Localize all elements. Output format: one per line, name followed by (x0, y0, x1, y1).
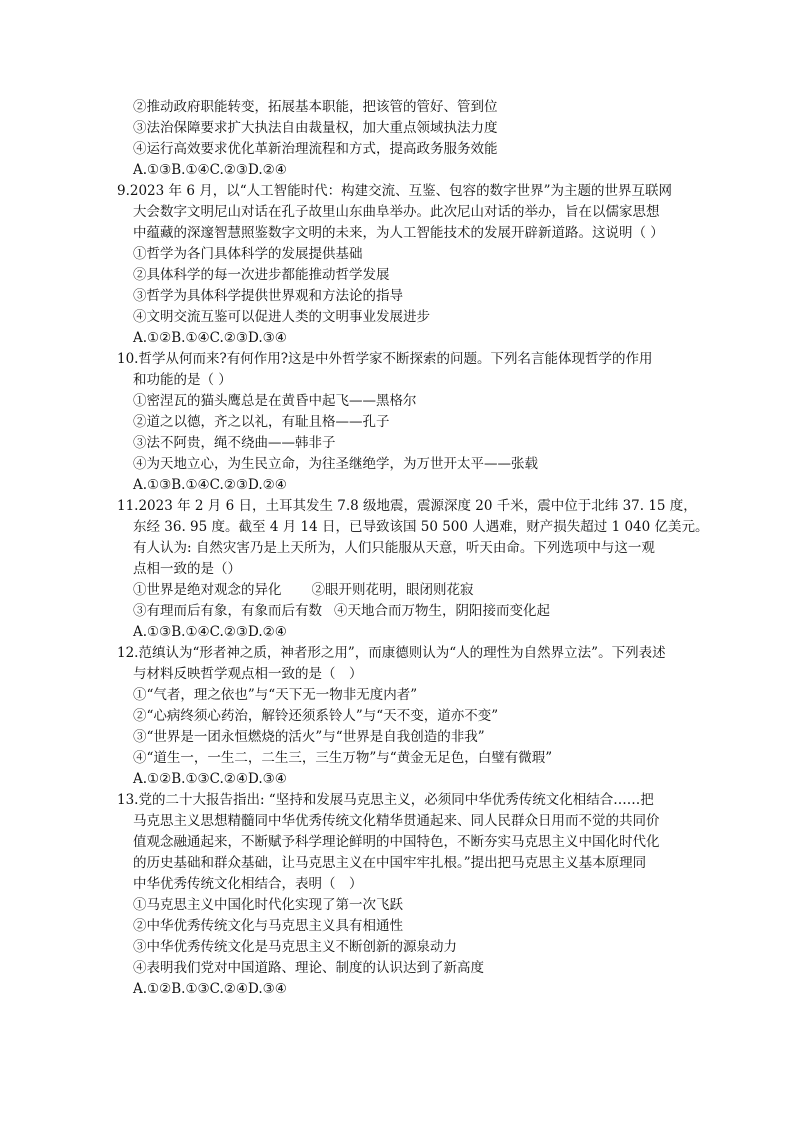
q11-answer-choices: A.①③B.①④C.②③D.②④ (133, 624, 287, 640)
q13-stem-line-4: 的历史基础和群众基础，让马克思主义在中国牢牢扎根。”提出把马克思主义基本原理同 (133, 855, 647, 871)
q10-option-4: ④为天地立心，为生民立命，为往圣继绝学，为万世开太平——张载 (133, 456, 538, 472)
q11-stem-line-2: 东经 36. 95 度。截至 4 月 14 日，已导致该国 50 500 人遇难，财产损失超过 1 040 亿美元。 (133, 519, 709, 535)
q13-option-3: ③中华优秀传统文化是马克思主义不断创新的源泉动力 (133, 939, 457, 955)
q12-option-3: ③“世界是一团永恒燃烧的活火”与“世界是自我创造的非我” (133, 729, 485, 745)
q12-stem-line-1: 12.范缜认为“形者神之质，神者形之用”，而康德则认为“人的理性为自然界立法”。下列表述 (117, 645, 666, 661)
q13-stem-line-2: 马克思主义思想精髓同中华优秀传统文化精华贯通起来、同人民群众日用而不觉的共同价 (133, 813, 660, 829)
q10-stem-line-1: 10.哲学从何而来?有何作用?这是中外哲学家不断探索的问题。下列名言能体现哲学的作用 (117, 351, 653, 367)
q11-options-row-1 (133, 580, 693, 600)
q13-option-2: ②中华优秀传统文化与马克思主义具有相通性 (133, 918, 403, 934)
q13-option-4: ④表明我们党对中国道路、理论、制度的认识达到了新高度 (133, 960, 484, 976)
q9-stem-line-3: 中蕴藏的深邃智慧照鉴数字文明的未来，为人工智能技术的发展开辟新道路。这说明（ ） (133, 225, 664, 241)
q12-option-4: ④“道生一，一生二，二生三，三生万物”与“黄金无足色，白璧有微瑕” (133, 750, 553, 766)
q11-option-1: ①世界是绝对观念的异化 (133, 582, 282, 598)
q10-answer-choices: A.①③B.①④C.②③D.②④ (133, 477, 287, 493)
q10-option-1: ①密涅瓦的猫头鹰总是在黄昏中起飞——黑格尔 (133, 393, 417, 409)
q9-option-3: ③哲学为具体科学提供世界观和方法论的指导 (133, 288, 403, 304)
q11-option-2: ②眼开则花明，眼闭则花寂 (311, 582, 474, 598)
q10-option-2: ②道之以德，齐之以礼，有耻且格——孔子 (133, 414, 390, 430)
q11-stem-line-3: 有人认为: 自然灾害乃是上天所为，人们只能服从天意，听天由命。下列选项中与这一观 (133, 540, 655, 556)
q13-stem-line-3: 值观念融通起来，不断赋予科学理论鲜明的中国特色，不断夯实马克思主义中国化时代化 (133, 834, 660, 850)
q13-stem-line-5: 中华优秀传统文化相结合，表明（ ） (133, 876, 363, 892)
q12-option-2: ②“心病终须心药治，解铃还须系铃人”与“天不变，道亦不变” (133, 708, 499, 724)
q10-option-3: ③法不阿贵，绳不绕曲——韩非子 (133, 435, 336, 451)
q10-stem-line-2: 和功能的是（ ） (133, 372, 232, 388)
q8-option-3: ③法治保障要求扩大执法自由裁量权，加大重点领域执法力度 (133, 120, 498, 136)
q8-option-2: ②推动政府职能转变，拓展基本职能，把该管的管好、管到位 (133, 99, 498, 115)
q9-option-4: ④文明交流互鉴可以促进人类的文明事业发展进步 (133, 309, 430, 325)
q9-answer-choices: A.①②B.①④C.②③D.③④ (133, 330, 287, 346)
q13-answer-choices: A.①②B.①③C.②④D.③④ (133, 981, 287, 997)
q11-option-3: ③有理而后有象，有象而后有数 (133, 603, 322, 619)
q13-stem-line-1: 13.党的二十大报告指出: “坚持和发展马克思主义，必须同中华优秀传统文化相结合……把 (117, 792, 654, 808)
q8-option-4: ④运行高效要求优化革新治理流程和方式，提高政务服务效能 (133, 141, 498, 157)
q13-option-1: ①马克思主义中国化时代化实现了第一次飞跃 (133, 897, 403, 913)
q9-stem-line-1: 9.2023 年 6 月，以“人工智能时代：构建交流、互鉴、包容的数字世界”为主题的世界互联网 (117, 183, 673, 199)
q12-option-1: ①“气者，理之依也”与“天下无一物非无度内者” (133, 687, 418, 703)
q8-answer-choices: A.①③B.①④C.②③D.②④ (133, 162, 287, 178)
q12-answer-choices: A.①②B.①③C.②④D.③④ (133, 771, 287, 787)
q11-stem-line-1: 11.2023 年 2 月 6 日，土耳其发生 7.8 级地震，震源深度 20 千米，震中位于北纬 37. 15 度， (117, 498, 697, 514)
q9-stem-line-2: 大会数字文明尼山对话在孔子故里山东曲阜举办。此次尼山对话的举办，旨在以儒家思想 (133, 204, 660, 220)
q11-stem-line-4: 点相一致的是（） (133, 561, 241, 577)
q11-option-4: ④天地合而万物生，阴阳接而变化起 (334, 603, 550, 619)
q11-options-row-2 (133, 601, 693, 621)
q12-stem-line-2: 与材料反映哲学观点相一致的是（ ） (133, 666, 363, 682)
q9-option-1: ①哲学为各门具体科学的发展提供基础 (133, 246, 363, 262)
q9-option-2: ②具体科学的每一次进步都能推动哲学发展 (133, 267, 390, 283)
